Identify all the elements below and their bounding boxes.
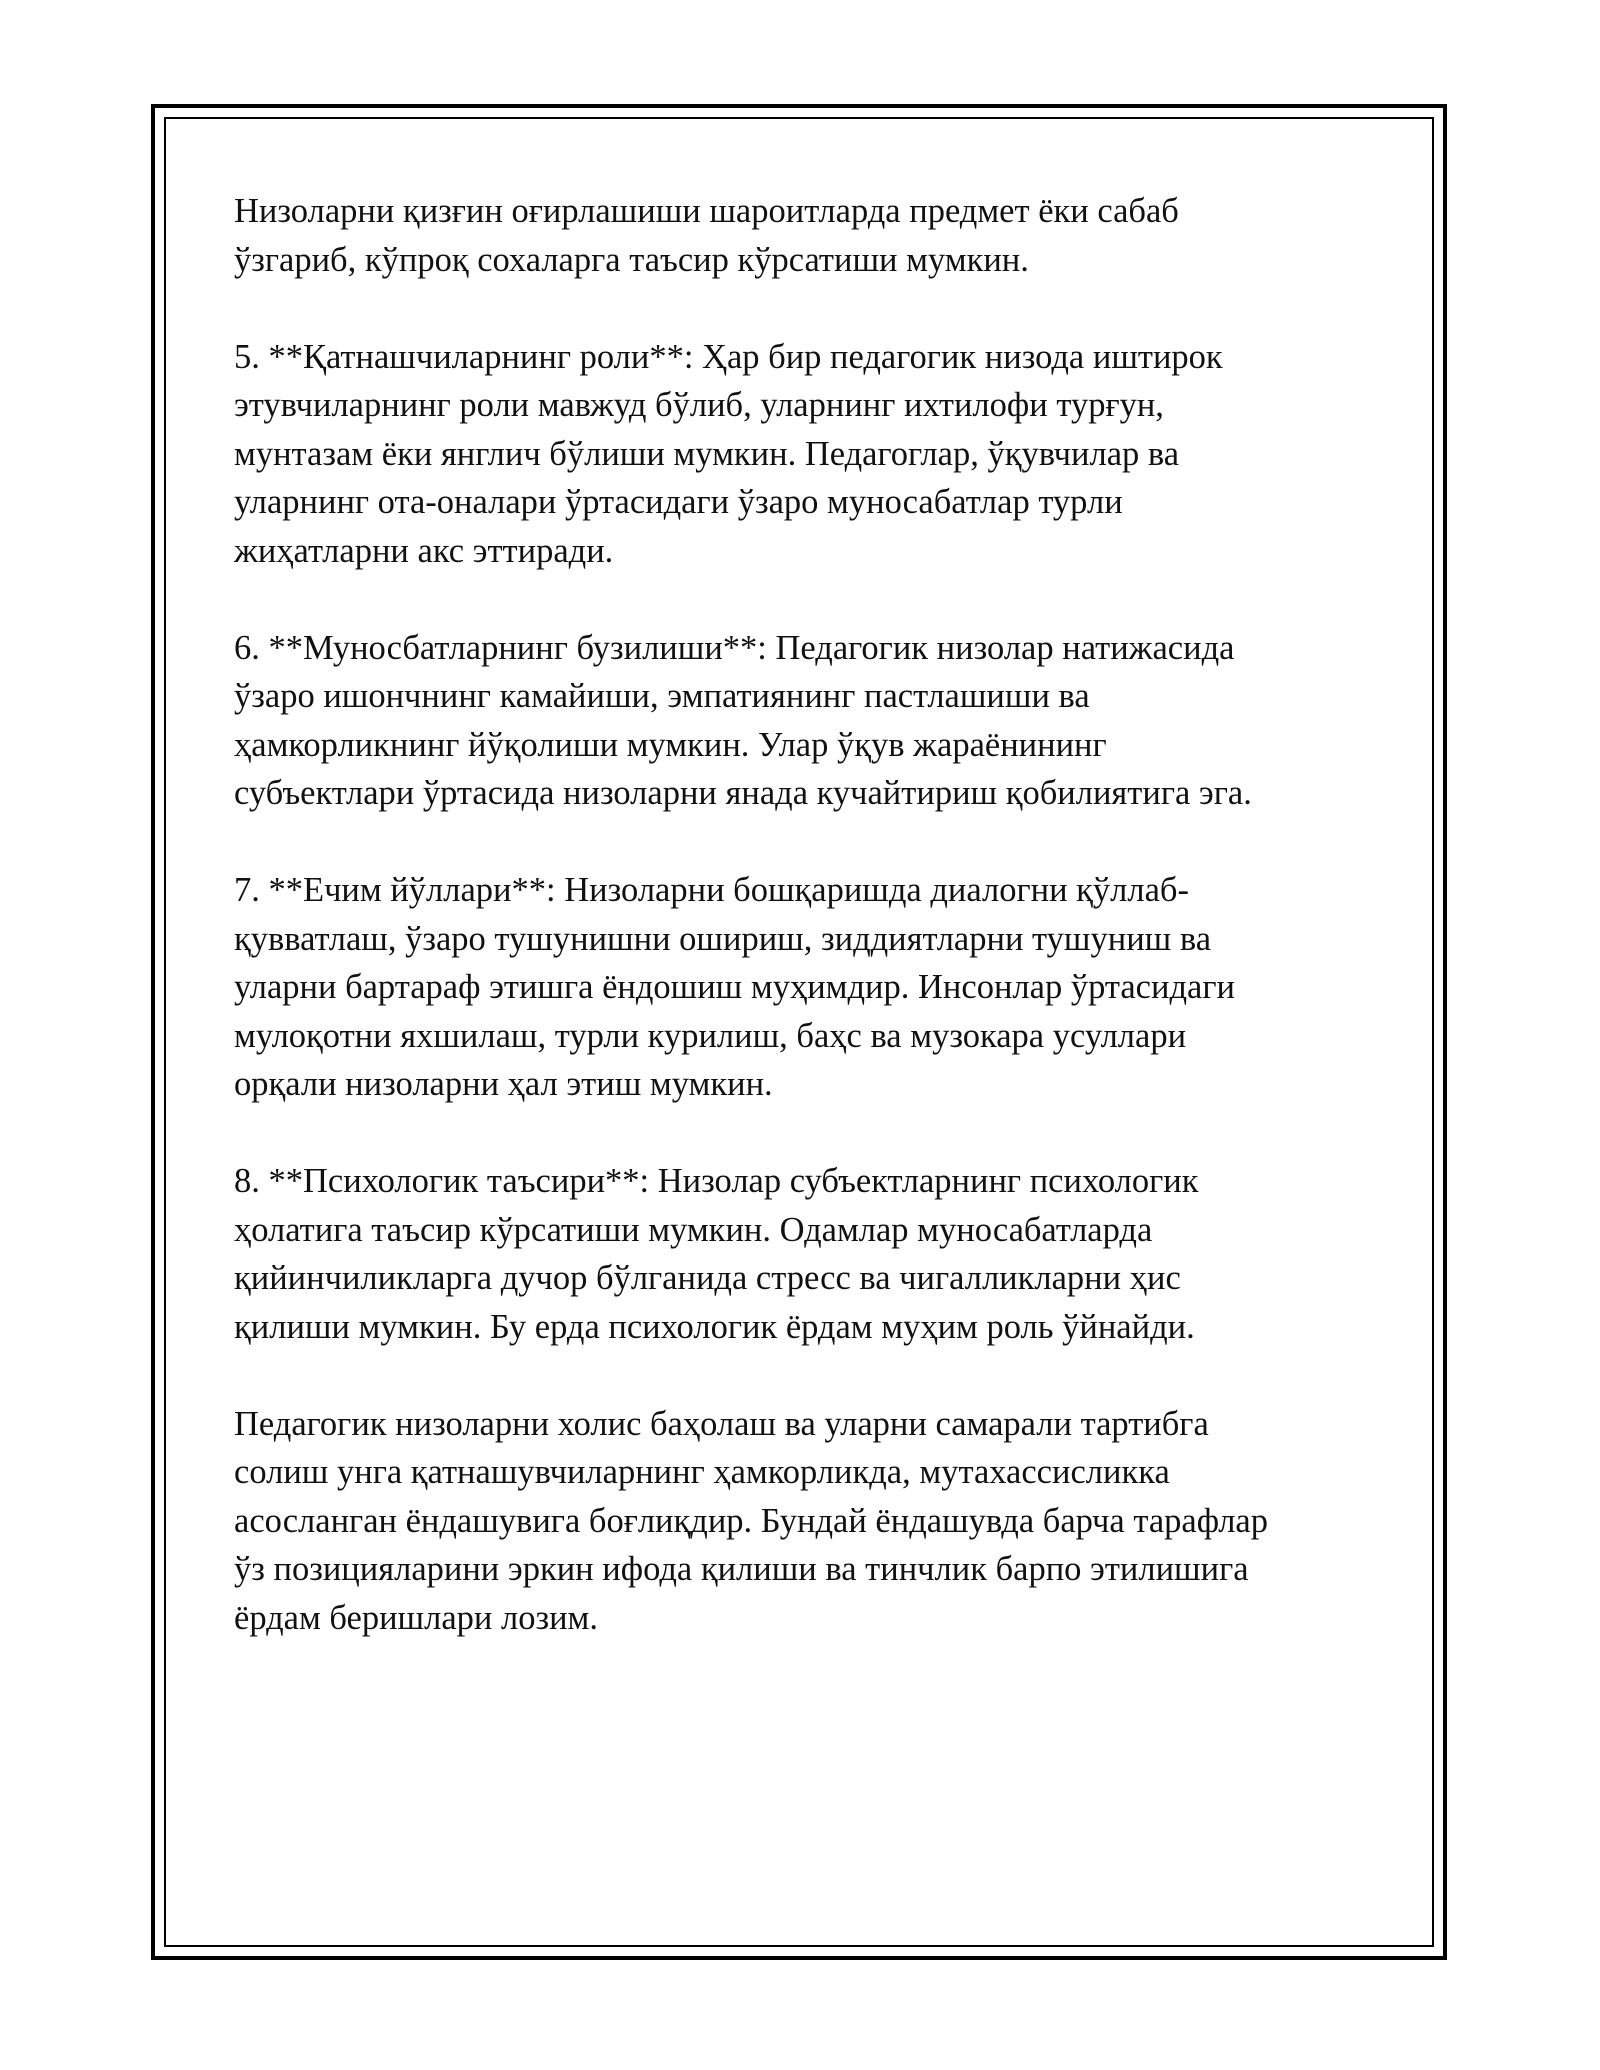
paragraph-psychological-impact: 8. **Психологик таъсири**: Низолар субъектларнинг психологик ҳолатига таъсир кўрсатиши мумкин. Одамлар муносабатларда қийинчиликларга дучор бўлганида стресс ва чигалликларни ҳис қилиши мумкин. Бу ерда психологик ёрдам муҳим роль ўйнайди. [234, 1162, 1199, 1346]
paragraph-intro-continuation: Низоларни қизғин оғирлашиши шароитларда предмет ёки сабаб ўзгариб, кўпроқ сохаларга таъсир кўрсатиши мумкин. [234, 192, 1179, 279]
paragraph-conclusion: Педагогик низоларни холис баҳолаш ва уларни самарали тартибга солиш унга қатнашувчиларнинг ҳамкорликда, мутахассисликка асосланган ёндашувига боғлиқдир. Бундай ёндашувда барча тарафлар ўз позицияларини эркин ифода қилиши ва тинчлик барпо этилишига ёрдам беришлари лозим. [234, 1404, 1268, 1637]
document-body [234, 187, 1354, 1691]
paragraph-relations-breakdown: 6. **Муносбатларнинг бузилиши**: Педагогик низолар натижасида ўзаро ишончнинг камайиши, эмпатиянинг пастлашиши ва ҳамкорликнинг йўқолиши мумкин. Улар ўқув жараёнининг субъектлари ўртасида низоларни янада кучайтириш қобилиятига эга. [234, 628, 1252, 812]
paragraph-participants-role: 5. **Қатнашчиларнинг роли**: Ҳар бир педагогик низода иштирок этувчиларнинг роли мавжуд бўлиб, уларнинг ихтилофи турғун, мунтазам ёки янглич бўлиши мумкин. Педагоглар, ўқувчилар ва уларнинг ота-оналари ўртасидаги ўзаро муносабатлар турли жиҳатларни акс эттиради. [234, 337, 1223, 570]
paragraph-solution-ways: 7. **Ечим йўллари**: Низоларни бошқаришда диалогни қўллаб- қувватлаш, ўзаро тушунишни ошириш, зиддиятларни тушуниш ва уларни бартараф этишга ёндошиш муҳимдир. Инсонлар ўртасидаги мулоқотни яхшилаш, турли курилиш, баҳс ва музокара усуллари орқали низоларни ҳал этиш мумкин. [234, 871, 1235, 1103]
